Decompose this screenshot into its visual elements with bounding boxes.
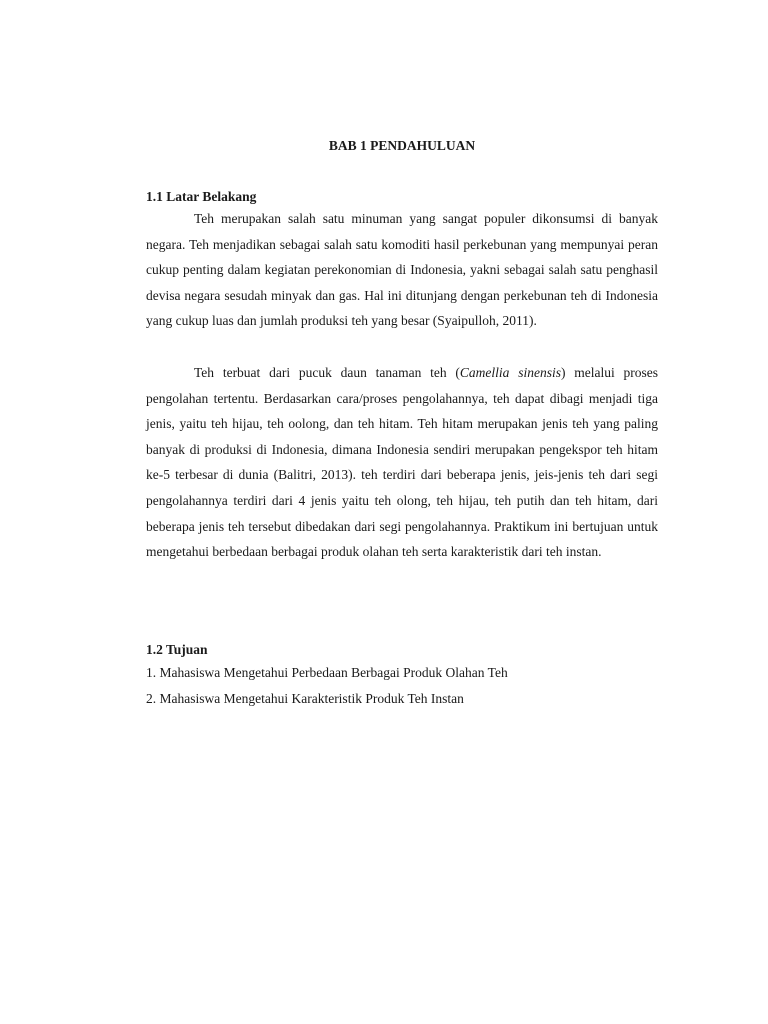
objectives-list xyxy=(146,660,658,711)
list-item: 1. Mahasiswa Mengetahui Perbedaan Berbagai Produk Olahan Teh xyxy=(146,665,508,680)
section-heading-latar-belakang: 1.1 Latar Belakang xyxy=(146,189,257,204)
paragraph-2-text-before: Teh terbuat dari pucuk daun tanaman teh ( xyxy=(194,365,460,380)
paragraph-latar-belakang-2 xyxy=(146,360,658,565)
paragraph-latar-belakang-1: Teh merupakan salah satu minuman yang sangat populer dikonsumsi di banyak negara. Teh menjadikan sebagai salah satu komoditi hasil perkebunan yang mempunyai peran cukup penting dalam kegiatan perekonomian di Indonesia, yakni sebagai salah satu penghasil devisa negara sesudah minyak dan gas. Hal ini ditunjang dengan perkebunan teh di Indonesia yang cukup luas dan jumlah produksi teh yang besar (Syaipulloh, 2011). xyxy=(146,211,658,329)
species-name: Camellia sinensis xyxy=(459,365,561,380)
document-page xyxy=(146,0,658,1024)
list-item: 2. Mahasiswa Mengetahui Karakteristik Produk Teh Instan xyxy=(146,690,464,706)
paragraph-2-text-after: ) melalui proses pengolahan tertentu. Berdasarkan cara/proses pengolahannya, teh dapat dibagi menjadi tiga jenis, yaitu teh hijau, teh oolong, dan teh hitam. Teh hitam merupakan jenis teh yang paling banyak di produksi di Indonesia, dimana Indonesia sendiri merupakan pengekspor teh hitam ke-5 terbesar di dunia (Balitri, 2013). teh terdiri dari beberapa jenis, jeis-jenis teh dari segi pengolahannya terdiri dari 4 jenis yaitu teh olong, teh hijau, teh putih dan teh hitam, dari beberapa jenis teh tersebut dibedakan dari segi pengolahannya. Praktikum ini bertujuan untuk mengetahui berbedaan berbagai produk olahan teh serta karakteristik dari teh instan. xyxy=(146,365,658,560)
section-heading-tujuan: 1.2 Tujuan xyxy=(146,642,208,657)
chapter-title: BAB 1 PENDAHULUAN xyxy=(328,138,476,153)
